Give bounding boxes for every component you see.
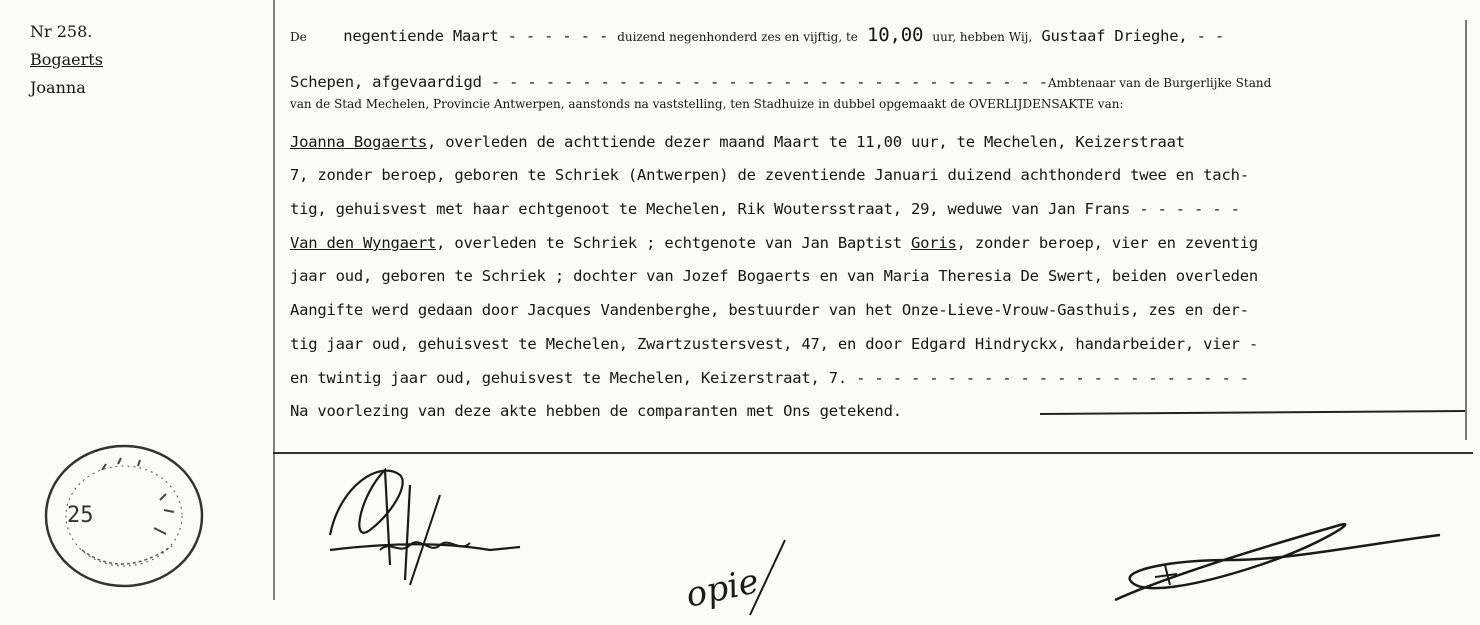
- signature-middle: [680, 520, 810, 620]
- text-line-12: Na voorlezing van deze akte hebben de comparanten met Ons getekend.: [290, 402, 902, 420]
- closing-rule: [1040, 408, 1465, 420]
- margin-firstname: Joanna: [30, 78, 86, 97]
- margin-annotation: [30, 18, 230, 102]
- text-line-2: Schepen, afgevaardigd - - - - - - - - - - - - - - - - - - - - - - - - - - - - - - -Ambtenaar van de Burgerlijke Stand: [290, 73, 1272, 91]
- text-line-9: Aangifte werd gedaan door Jacques Vandenberghe, bestuurder van het Onze-Lieve-Vrouw-Gasthuis, zes en der-: [290, 301, 1249, 319]
- svg-text:opie: opie: [682, 561, 763, 616]
- margin-surname: Bogaerts: [30, 50, 103, 69]
- right-margin-rule: [1465, 20, 1467, 440]
- text-line-8: jaar oud, geboren te Schriek ; dochter van Jozef Bogaerts en van Maria Theresia De Swert, beiden overleden: [290, 267, 1258, 285]
- stamp-day: 25: [67, 503, 94, 528]
- husband-surname: Goris: [910, 234, 957, 252]
- signature-left: [290, 455, 530, 590]
- text-line-1: De negentiende Maart - - - - - - duizend negenhonderd zes en vijftig, te 10,00 uur, hebben Wij, Gustaaf Drieghe, - -: [290, 24, 1224, 46]
- left-margin-rule: [273, 0, 275, 600]
- text-line-10: tig jaar oud, gehuisvest te Mechelen, Zwartzustersvest, 47, en door Edgard Hindryckx, handarbeider, vier -: [290, 335, 1258, 353]
- spouse-surname: Van den Wyngaert: [290, 234, 437, 252]
- deceased-name: Joanna Bogaerts: [290, 133, 427, 151]
- text-line-4: Joanna Bogaerts, overleden de achttiende dezer maand Maart te 11,00 uur, te Mechelen, Keizerstraat: [290, 133, 1185, 151]
- signature-divider: [273, 452, 1473, 454]
- text-line-3: van de Stad Mechelen, Provincie Antwerpen, aanstonds na vaststelling, ten Stadhuize in dubbel opgemaakt de OVERLIJDENSAKTE van:: [290, 97, 1124, 111]
- record-number: Nr 258.: [30, 22, 93, 41]
- signature-right: [1110, 505, 1450, 610]
- text-line-11: en twintig jaar oud, gehuisvest te Mechelen, Keizerstraat, 7. - - - - - - - - - - - - - - - - - - - - - -: [290, 369, 1249, 387]
- text-line-6: tig, gehuisvest met haar echtgenoot te Mechelen, Rik Woutersstraat, 29, weduwe van Jan Frans - - - - - -: [290, 200, 1240, 218]
- text-line-5: 7, zonder beroep, geboren te Schriek (Antwerpen) de zeventiende Januari duizend achthonderd twee en tach-: [290, 166, 1249, 184]
- text-line-7: Van den Wyngaert, overleden te Schriek ; echtgenote van Jan Baptist Goris, zonder beroep, vier en zeventig: [290, 234, 1258, 252]
- official-stamp: [42, 440, 207, 590]
